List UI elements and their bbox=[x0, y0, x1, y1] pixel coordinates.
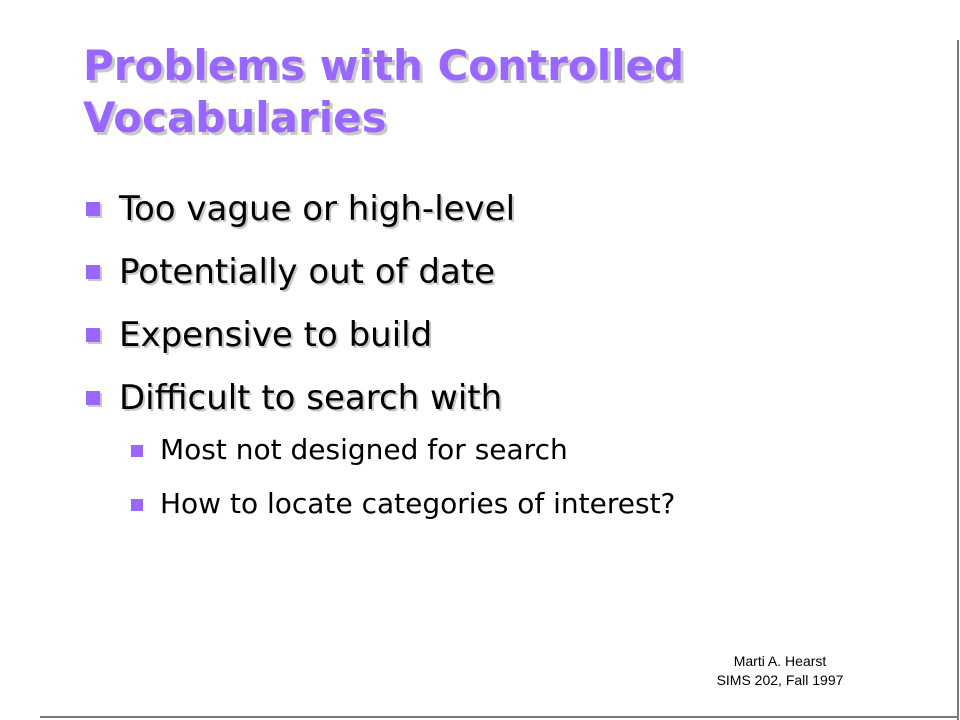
bullet-item bbox=[86, 312, 515, 375]
sub-bullet-text: How to locate categories of interest? bbox=[160, 487, 676, 520]
footer-author: Marti A. Hearst bbox=[733, 653, 827, 669]
square-bullet-icon bbox=[131, 445, 143, 457]
square-bullet-icon bbox=[86, 391, 100, 405]
slide-title bbox=[83, 40, 903, 144]
bullet-text: Difficult to search with bbox=[119, 378, 503, 418]
square-bullet-icon bbox=[86, 265, 100, 279]
footer-course: SIMS 202, Fall 1997 bbox=[716, 672, 844, 688]
bullet-item bbox=[86, 375, 515, 438]
sub-bullet-item bbox=[131, 484, 675, 538]
bullet-text: Expensive to build bbox=[119, 315, 433, 355]
bullet-text: Potentially out of date bbox=[119, 252, 496, 292]
bullet-item bbox=[86, 186, 515, 249]
right-border-rule bbox=[957, 40, 959, 720]
bullet-list bbox=[86, 186, 515, 438]
slide-title-line-2: Vocabularies bbox=[83, 93, 387, 142]
square-bullet-icon bbox=[86, 202, 100, 216]
bottom-border-rule bbox=[40, 716, 958, 718]
sub-bullet-item bbox=[131, 430, 675, 484]
slide-title-line-1: Problems with Controlled bbox=[83, 41, 685, 90]
square-bullet-icon bbox=[86, 328, 100, 342]
bullet-text: Too vague or high-level bbox=[119, 189, 516, 229]
sub-bullet-list bbox=[131, 430, 675, 538]
slide-footer bbox=[660, 652, 900, 690]
sub-bullet-text: Most not designed for search bbox=[160, 433, 568, 466]
square-bullet-icon bbox=[131, 499, 143, 511]
bullet-item bbox=[86, 249, 515, 312]
